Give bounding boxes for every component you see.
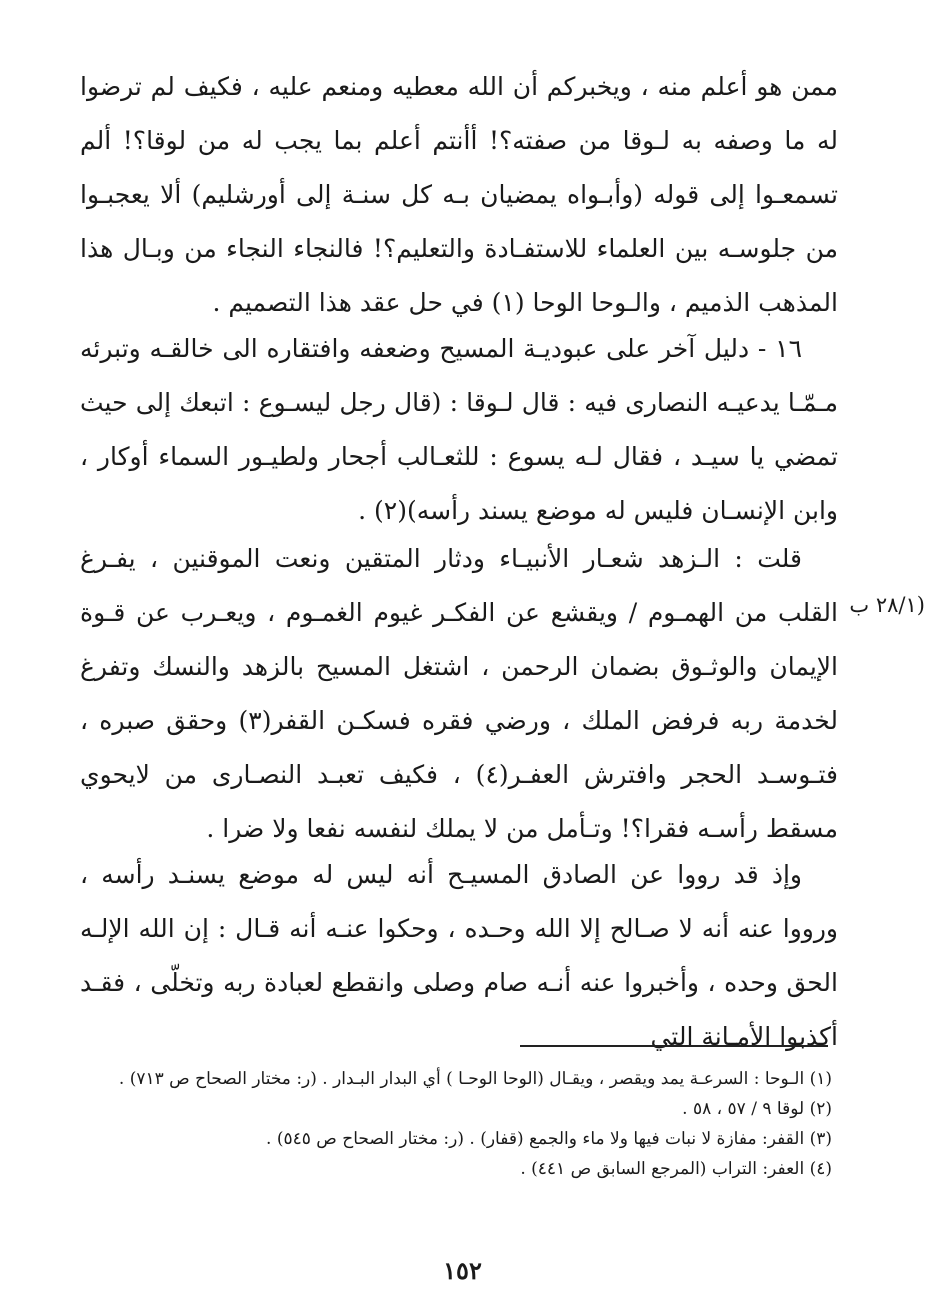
footnote-item: (٣) القفر: مفازة لا نبات فيها ولا ماء والجمع (قفار) . (ر: مختار الصحاح ص ٥٤٥) .: [266, 1129, 832, 1149]
paragraph-evidence-16: ١٦ - دليل آخر على عبوديـة المسيح وضعفه وافتقاره الى خالقـه وتبرئه مـمّـا يدعيـه النصارى فيه : قال لـوقا : (قال رجل ليسـوع : اتبعك إلى حيث تمضي يا سيـد ، فقال لـه يسوع : للثعـالب أجحار ولطيـور السماء أوكار ، وابن الإنسـان فليس له موضع يسند رأسه)(٢) .: [80, 334, 838, 525]
footnote-item: (٤) العفر: التراب (المرجع السابق ص ٤٤١) .: [520, 1159, 832, 1179]
paragraph-continuation: ممن هو أعلم منه ، ويخبركم أن الله معطيه ومنعم عليه ، فكيف لم ترضوا له ما وصفه به لـوقا من صفته؟! أأنتم أعلم بما يجب له من لوقا؟! ألم تسمعـوا إلى قوله (وأبـواه يمضيان بـه كل سنـة إلى أورشليم) ألا يعجبـوا من جلوسـه بين العلماء للاستفـادة والتعليم؟! فالنجاء النجاء من وبـال هذا المذهب الذميم ، والـوحا الوحا (١) في حل عقد هذا التصميم .: [80, 72, 838, 317]
paragraph-commentary: قلت : الـزهد شعـار الأنبيـاء ودثار المتقين ونعت الموقنين ، يفـرغ القلب من الهمـوم / ويقشع عن الفكـر غيوم الغمـوم ، ويعـرب عن قـوة الإيمان والوثـوق بضمان الرحمن ، اشتغل المسيح بالزهد والنسك وتفرغ لخدمة ربه فرفض الملك ، ورضي فقره فسكـن القفر(٣) وحقق صبره ، فتـوسـد الحجر وافترش العفـر(٤) ، فكيف تعبـد النصـارى من لايحوي مسقط رأسـه فقرا؟! وتـأمل من لا يملك لنفسه نفعا ولا ضرا .: [80, 544, 839, 843]
footnote-separator: [520, 1045, 828, 1047]
footnote-item: (١) الـوحا : السرعـة يمد ويقصر ، ويقـال (الوحا الوحـا ) أي البدار البـدار . (ر: مختار الصحاح ص ٧١٣) .: [118, 1069, 832, 1089]
page-number: ١٥٢: [443, 1256, 482, 1285]
footnote-item: (٢) لوقا ٩ / ٥٧ ، ٥٨ .: [682, 1099, 832, 1119]
manuscript-folio-marker: (٢٨/١ ب: [849, 593, 925, 617]
paragraph-conclusion: وإذ قد رووا عن الصادق المسيـح أنه ليس له موضع يسنـد رأسه ، ورووا عنه أنه لا صـالح إلا الله وحـده ، وحكوا عنـه أنه قـال : إن الله الإلـه الحق وحده ، وأخبروا عنه أنـه صام وصلى وانقطع لعبادة ربه وتخلّى ، فقـد أكذبوا الأمـانة التي: [80, 860, 838, 1051]
footnotes-list: [84, 1064, 832, 1184]
